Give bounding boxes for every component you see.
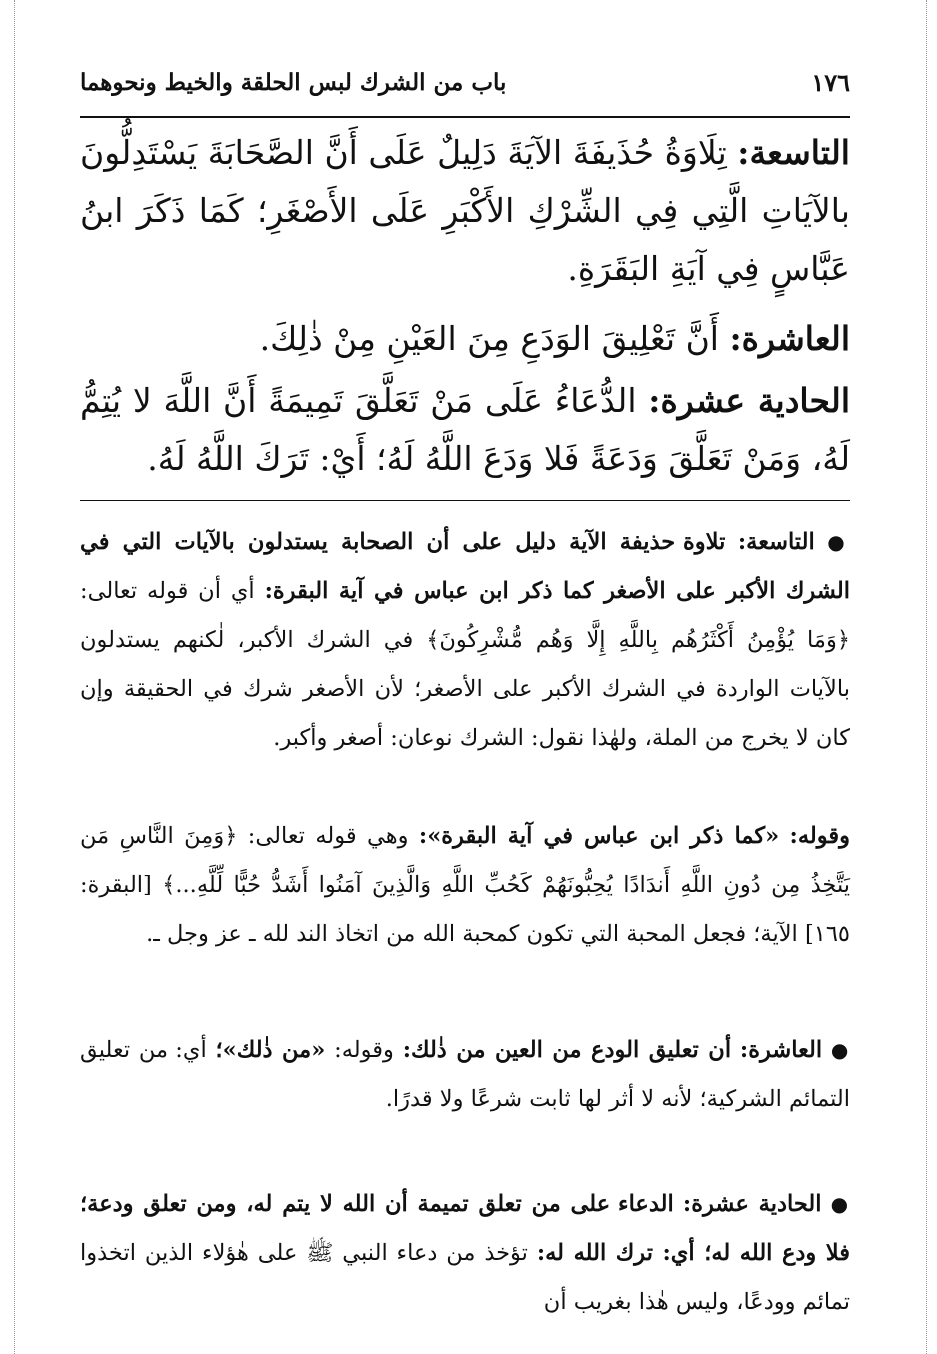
commentary-10	[80, 1026, 850, 1124]
commentary-text: في الشرك الأكبر، لٰكنهم يستدلون بالآيات الواردة في الشرك الأكبر على الأصغر؛ لأن الأصغر شرك في الحقيقة وإن كان لا يخرج من الملة، ولهٰذا نقول: الشرك نوعان: أصغر وأكبر.	[80, 627, 850, 751]
commentary-label: الحادية عشرة:	[682, 1191, 822, 1217]
commentary-9	[80, 518, 850, 763]
bullet-icon: ●	[830, 1038, 850, 1062]
page-number: ١٧٦	[811, 67, 850, 97]
commentary-text: وهي قوله تعالى:	[247, 823, 409, 849]
page-header	[80, 62, 850, 102]
issue-text: تِلَاوَةُ حُذَيفَةَ الآيَةَ دَلِيلٌ عَلَى أَنَّ الصَّحَابَةَ يَسْتَدِلُّونَ بالآيَاتِ الَّتِي فِي الشِّرْكِ الأَكْبَرِ عَلَى الأَصْغَرِ؛ كَمَا ذَكَرَ ابنُ عَبَّاسٍ فِي آيَةِ البَقَرَةِ.	[80, 133, 850, 288]
commentary-label: وقوله:	[789, 823, 851, 849]
main-paragraph-10	[80, 310, 850, 368]
commentary-text: تؤخذ من دعاء النبي ﷺ على هٰؤلاء الذين اتخذوا تمائم وودعًا، وليس هٰذا بغريب أن	[80, 1240, 850, 1315]
header-rule	[80, 116, 850, 118]
issue-label: الحادية عشرة:	[648, 381, 850, 420]
commentary-quote: «من ذٰلك»؛	[215, 1037, 326, 1063]
issue-label: العاشرة:	[729, 319, 850, 358]
issue-text: الدُّعَاءُ عَلَى مَنْ تَعَلَّقَ تَمِيمَةً أَنَّ اللَّهَ لا يُتِمُّ لَهُ، وَمَنْ تَعَلَّقَ وَدَعَةً فَلا وَدَعَ اللَّهُ لَهُ؛ أَيْ: تَرَكَ اللَّهُ لَهُ.	[80, 381, 850, 478]
commentary-label: التاسعة:	[737, 529, 815, 555]
commentary-text: أي: من تعليق التمائم الشركية؛ لأنه لا أثر لها ثابت شرعًا ولا قدرًا.	[80, 1037, 850, 1112]
quran-verse: ﴿وَمِنَ النَّاسِ مَن يَتَّخِذُ مِن دُونِ اللَّهِ أَندَادًا يُحِبُّونَهُمْ كَحُبِّ اللَّهِ وَالَّذِينَ آمَنُوا أَشَدُّ حُبًّا لِّلَّهِ...﴾	[80, 823, 850, 898]
main-paragraph-9	[80, 124, 850, 298]
issue-text: أَنَّ تَعْلِيقَ الوَدَعِ مِنَ العَيْنِ مِنْ ذٰلِكَ.	[259, 319, 719, 358]
commentary-heading: تلاوة حذيفة الآية دليل على أن الصحابة يستدلون بالآيات التي في الشرك الأكبر على الأصغر كما ذكر ابن عباس في آية البقرة:	[80, 529, 850, 604]
quran-verse: ﴿وَمَا يُؤْمِنُ أَكْثَرُهُم بِاللَّهِ إِلَّا وَهُم مُّشْرِكُونَ﴾	[426, 627, 851, 653]
bullet-icon: ●	[830, 1192, 851, 1216]
commentary-text: وقوله:	[334, 1037, 394, 1063]
commentary-heading: أن تعليق الودع من العين من ذٰلك:	[402, 1037, 732, 1063]
page-edge-right	[926, 0, 927, 1354]
commentary-11	[80, 1180, 850, 1327]
commentary-heading: «كما ذكر ابن عباس في آية البقرة»:	[418, 823, 780, 849]
page-edge-left	[14, 0, 15, 1354]
issue-label: التاسعة:	[737, 133, 850, 172]
bullet-icon: ●	[827, 530, 850, 554]
commentary-quote	[80, 812, 850, 959]
commentary-label: العاشرة:	[739, 1037, 823, 1063]
running-title: باب من الشرك لبس الحلقة والخيط ونحوهما	[80, 68, 507, 96]
main-paragraph-11	[80, 372, 850, 488]
commentary-text: أي أن قوله تعالى:	[80, 578, 255, 604]
commentary-text: [البقرة: ١٦٥] الآية؛ فجعل المحبة التي تكون كمحبة الله من اتخاذ الند لله ـ عز وجل ـ.	[80, 872, 850, 947]
separator-rule	[80, 500, 850, 501]
commentary-heading: الدعاء على من تعلق تميمة أن الله لا يتم له، ومن تعلق ودعة؛ فلا ودع الله له؛ أي: ترك الله له:	[80, 1191, 850, 1266]
